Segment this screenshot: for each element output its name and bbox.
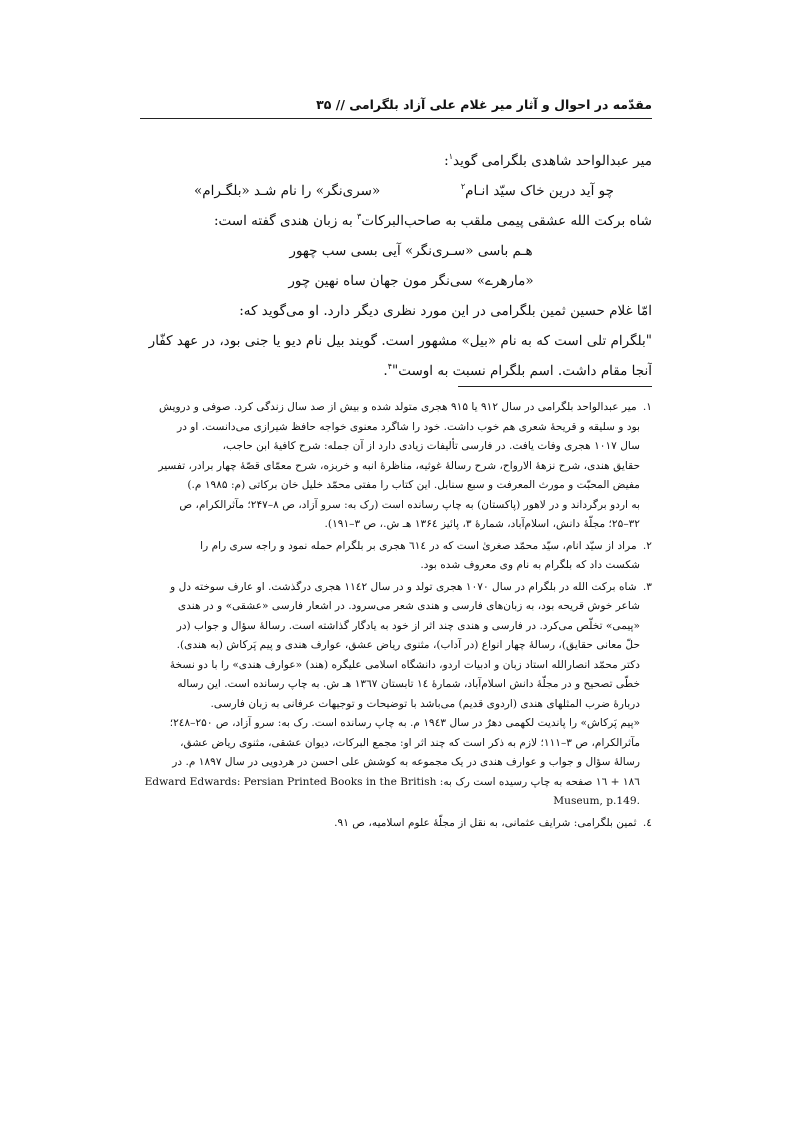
- footnote-ref-1[interactable]: ۱: [448, 152, 454, 161]
- footnote-line: مراد از سیّد انام، سیّد محمّد صغریٰ است که در ٦١٤ هجری بر بلگرام حمله نمود و راجه سری رام را: [200, 539, 637, 552]
- footnote-1: [140, 398, 652, 535]
- body-line-1-end: :: [444, 153, 449, 169]
- footnote-separator: [458, 386, 652, 387]
- body-line-1: [140, 146, 652, 176]
- footnote-line-persian-part: ۱۸٦ + ۱٦ صفحه به چاپ رسیده است رک به:: [439, 775, 640, 788]
- body-line-8-text: آنجا مقام داشت. اسم بلگرام نسبت به اوست": [392, 363, 652, 379]
- footnote-line: دکتر محمّد انصارالله استاد زبان و ادبیات اردو، دانشگاه اسلامی علیگره (هند) «عوارف هندی» را با دو نسخهٔ: [169, 658, 640, 671]
- footnote-1-number: ۱.: [642, 401, 652, 413]
- footnote-line: «پیم پَرکاش» را پاندیت لکهمی دهرٌ در سال ۱۹٤۳ م. به چاپ رسانده است. رک به: سرو آزاد، ص ۲۵۰–۲٤۸؛: [169, 717, 640, 729]
- footnote-line: مآثرالکرام، ص ۳–۱۱۱؛ لازم به ذکر است که چند اثر او: مجمع البرکات، دیوان عشقی، مثنوی ریاض عشق،: [180, 736, 640, 749]
- footnote-line: به اردو برگرداند و در لاهور (پاکستان) به چاپ رسانده است (رک به: سرو آزاد، ص ۸–۲۴۷؛ مآثرالکرام، ص: [179, 498, 640, 511]
- verse-1-right-text: چو آید درین خاک سیّد انـام: [465, 183, 614, 199]
- running-header: مقدّمه در احوال و آثار میر غلام علی آزاد بلگرامی // ۳۵: [316, 97, 652, 112]
- footnote-line: حقایق هندی، شرح نزههٔ الارواح، شرح رسالهٔ غوثیه، مناظرهٔ انبه و خربزه، شرح معمّای قصّهٔ چهار برادر، تفسیر: [158, 459, 640, 472]
- body-line-7: "بلگرام تلی است که به نام «بیل» مشهور است. گویند بیل نام دیو یا جنی بود، در عهد کفّار: [148, 333, 652, 349]
- footnote-line: رسالهٔ سؤال و جواب و عوارف هندی در یک مجموعه به کوشش علی احسن در هردویی در سال ۱۸۹۷ م. در: [172, 756, 640, 768]
- footnote-line: بود و سلیقه و قریحهٔ شعری هم خوب داشت. خود را شاگرد معنوی خواجه حافظ شیرازی می‌دانست. او در: [177, 420, 640, 433]
- footnote-line: ۳۲–۲۵؛ مجلّهٔ دانش، اسلام‌آباد، شمارهٔ ۳، پائیز ۱۳۶٤ هـ ش.، ص ۳–۱۹۱).: [324, 518, 640, 530]
- body-line-3: [140, 206, 652, 236]
- footnote-line: شاه برکت الله در بلگرام در سال ۱۰۷۰ هجری تولد و در سال ۱۱٤۲ هجری درگذشت. او عارف سوخته دل و: [170, 580, 637, 593]
- footnote-latin-citation-end: [140, 792, 652, 812]
- footnote-latin-citation: Edward Edwards: Persian Printed Books in the British: [144, 775, 437, 788]
- footnote-line: شکست داد که بلگرام به نام وی معروف شده بود.: [420, 559, 640, 571]
- footnote-ref-2[interactable]: ۲: [460, 182, 466, 191]
- body-line-8-end: .: [383, 363, 388, 379]
- footnotes: [140, 398, 652, 835]
- verse-1-hemistich-right: [461, 176, 614, 206]
- body-line-8: [140, 356, 652, 386]
- verse-line-hindi-1: هـم باسی «سـری‌نگر» آیی بسی سب چهور: [289, 243, 533, 259]
- verse-couplet-1: [140, 176, 652, 206]
- main-text: [140, 146, 652, 386]
- footnote-4: [140, 814, 652, 834]
- body-line-1-text: میر عبدالواحد شاهدی بلگرامی گوید: [453, 153, 652, 169]
- body-line-6: امّا غلام حسین ثمین بلگرامی در این مورد نظری دیگر دارد. او می‌گوید که:: [239, 303, 652, 319]
- footnote-line: سال ۱۰۱۷ هجری وفات یافت. در فارسی تألیفات زیادی دارد از آن جمله: شرح کافیهٔ ابن حاجب،: [222, 440, 640, 452]
- footnote-line: دربارهٔ ضرب المثلهای هندی (اردوی قدیم) می‌باشد با توضیحات و توجیهات عرفانی به زبان فارسی.: [210, 697, 640, 710]
- footnote-ref-3[interactable]: ۳: [357, 212, 362, 221]
- footnote-2-number: ۲.: [642, 539, 652, 552]
- footnote-2: [140, 537, 652, 576]
- footnote-line-mixed: [140, 773, 652, 793]
- body-line-3-end: به زبان هندی گفته است:: [213, 213, 353, 229]
- footnote-3: [140, 578, 652, 812]
- verse-line-hindi-2: «مارهرے» سی‌نگر مون جهان ساه نهین چور: [288, 273, 534, 289]
- footnote-line: خطّی تصحیح و در مجلّهٔ دانش اسلام‌آباد، شمارهٔ ١٤ تابستان ١٣٦٧ هـ ش. به چاپ رسانده است. این رساله: [177, 678, 640, 690]
- header-rule: [140, 118, 652, 119]
- footnote-line: حلّ معانی حقایق)، رسالهٔ چهار انواع (در آداب)، مثنوی ریاض عشق، عوارف هندی و پیم پَرکاش (به هندی).: [176, 639, 640, 651]
- footnote-line: شاعر خوش قریحه بود، به زبان‌های فارسی و هندی شعر می‌سرود. در اشعار فارسی «عشقی» و در هندی: [177, 600, 640, 612]
- footnote-ref-4[interactable]: ۴: [387, 362, 392, 371]
- footnote-line: «پیمی» تخلّص می‌کرد. در فارسی و هندی چند اثر از خود به یادگار گذاشته است. رسالهٔ سؤال و جواب (در: [176, 619, 640, 632]
- footnote-line: میر عبدالواحد بلگرامی در سال ۹۱۲ یا ۹۱۵ هجری متولد شده و بیش از صد سال زندگی کرد. صوفی و درویش: [158, 401, 637, 413]
- footnote-4-number: ٤.: [642, 816, 652, 829]
- verse-1-hemistich-left: «سری‌نگر» را نام شـد «بلگـرام»: [194, 183, 381, 199]
- footnote-line: مفیض المحبّت و مورث المعرفت و سبع سنابل. این کتاب را مفتی محمّد خلیل خان برکاتی (م: ۱۹۸۵ م.): [187, 479, 640, 491]
- footnote-latin-tail: Museum, p.149.: [553, 795, 640, 807]
- footnote-3-number: ۳.: [642, 580, 652, 593]
- footnote-line: ثمین بلگرامی: شرایف عثمانی، به نقل از مجلّهٔ علوم اسلامیه، ص ۹۱.: [334, 816, 637, 829]
- body-line-3-text: شاه برکت الله عشقی پیمی ملقب به صاحب‌البرکات: [361, 213, 652, 229]
